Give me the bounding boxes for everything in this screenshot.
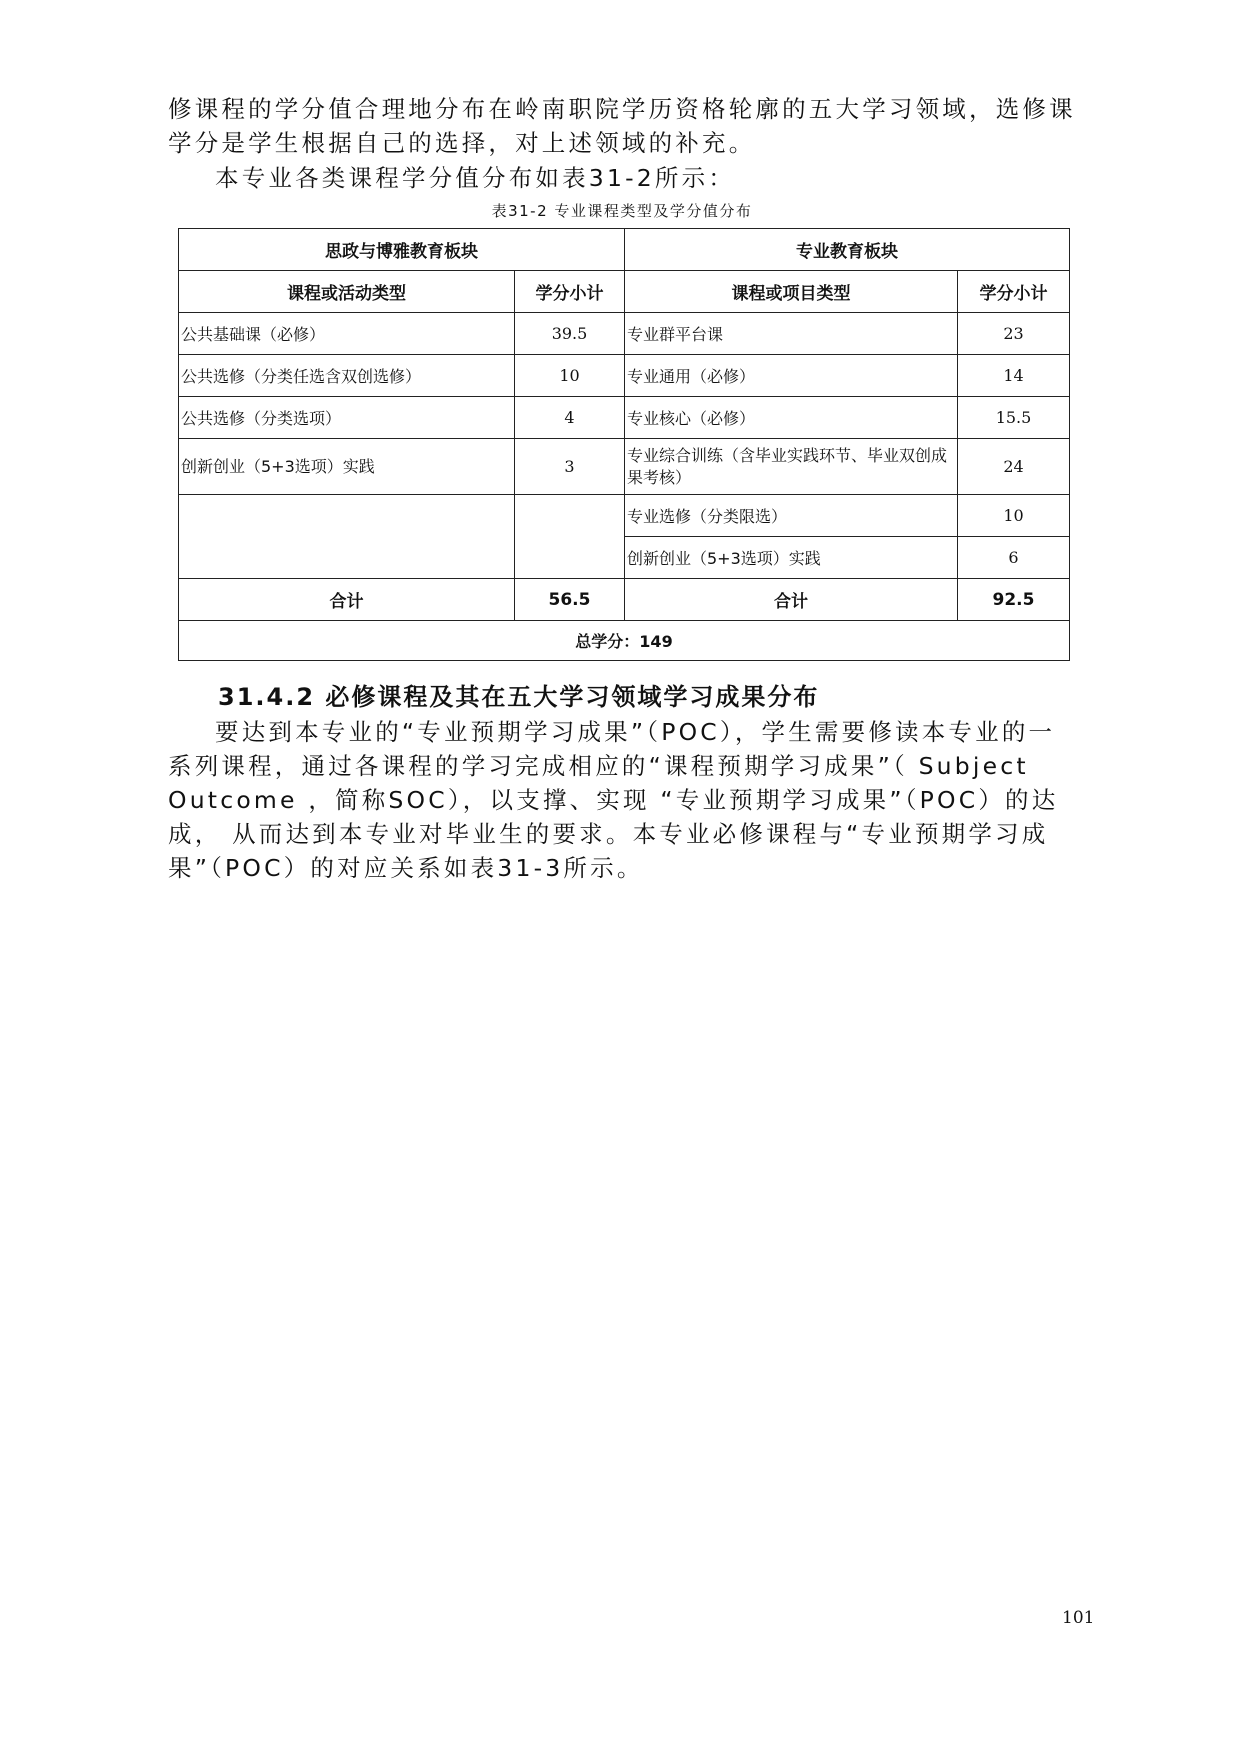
- left-col-name-header: 课程或活动类型: [179, 271, 515, 313]
- right-credit: 23: [958, 313, 1070, 355]
- right-course-type: 专业核心（必修）: [625, 397, 958, 439]
- left-course-type: 创新创业（5+3选项）实践: [179, 439, 515, 495]
- left-total-label: 合计: [179, 579, 515, 621]
- left-col-credit-header: 学分小计: [515, 271, 625, 313]
- table-intro-paragraph: 本专业各类课程学分值分布如表31-2所示：: [215, 164, 736, 192]
- table-row: [179, 397, 1070, 439]
- section-body-paragraph: 要达到本专业的“专业预期学习成果”（POC），学生需要修读本专业的一系列课程，通过各课程的学习完成相应的“课程预期学习成果”（ Subject Outcome ，简称SOC），以支撑、实现 “专业预期学习成果”（POC）的达成， 从而达到本专业对毕业生的要求。本专业必修课程与“专业预期学习成果”（POC）的对应关系如表31-3所示。: [168, 718, 1059, 882]
- grand-total-row: [179, 621, 1070, 661]
- table-row: [179, 439, 1070, 495]
- right-course-type: 创新创业（5+3选项）实践: [625, 537, 958, 579]
- left-block-title: 思政与博雅教育板块: [179, 229, 625, 271]
- table-row: [179, 313, 1070, 355]
- right-credit: 15.5: [958, 397, 1070, 439]
- table-row: [179, 355, 1070, 397]
- left-total-value: 56.5: [515, 579, 625, 621]
- block-header-row: [179, 229, 1070, 271]
- right-credit: 24: [958, 439, 1070, 495]
- right-block-title: 专业教育板块: [625, 229, 1070, 271]
- left-course-type: 公共基础课（必修）: [179, 313, 515, 355]
- left-empty-credit: [515, 495, 625, 579]
- grand-total: 总学分：149: [179, 621, 1070, 661]
- left-credit: 3: [515, 439, 625, 495]
- left-credit: 39.5: [515, 313, 625, 355]
- left-credit: 4: [515, 397, 625, 439]
- column-header-row: [179, 271, 1070, 313]
- right-col-credit-header: 学分小计: [958, 271, 1070, 313]
- left-course-type: 公共选修（分类选项）: [179, 397, 515, 439]
- table-row: [179, 495, 1070, 537]
- table-caption: 表31-2 专业课程类型及学分值分布: [491, 202, 753, 220]
- right-course-type: 专业选修（分类限选）: [625, 495, 958, 537]
- right-total-value: 92.5: [958, 579, 1070, 621]
- right-col-name-header: 课程或项目类型: [625, 271, 958, 313]
- right-course-type: 专业通用（必修）: [625, 355, 958, 397]
- right-credit: 6: [958, 537, 1070, 579]
- credit-distribution-table: [178, 228, 1070, 661]
- right-course-type: 专业群平台课: [625, 313, 958, 355]
- right-course-type: 专业综合训练（含毕业实践环节、毕业双创成果考核）: [625, 439, 958, 495]
- left-credit: 10: [515, 355, 625, 397]
- section-heading: 31.4.2 必修课程及其在五大学习领域学习成果分布: [218, 683, 820, 711]
- right-credit: 10: [958, 495, 1070, 537]
- subtotal-row: [179, 579, 1070, 621]
- left-empty-cell: [179, 495, 515, 579]
- continuation-paragraph: 修课程的学分值合理地分布在岭南职院学历资格轮廓的五大学习领域，选修课学分是学生根据自己的选择，对上述领域的补充。: [168, 95, 1076, 157]
- right-credit: 14: [958, 355, 1070, 397]
- right-total-label: 合计: [625, 579, 958, 621]
- page-number: 101: [1062, 1608, 1095, 1628]
- left-course-type: 公共选修（分类任选含双创选修）: [179, 355, 515, 397]
